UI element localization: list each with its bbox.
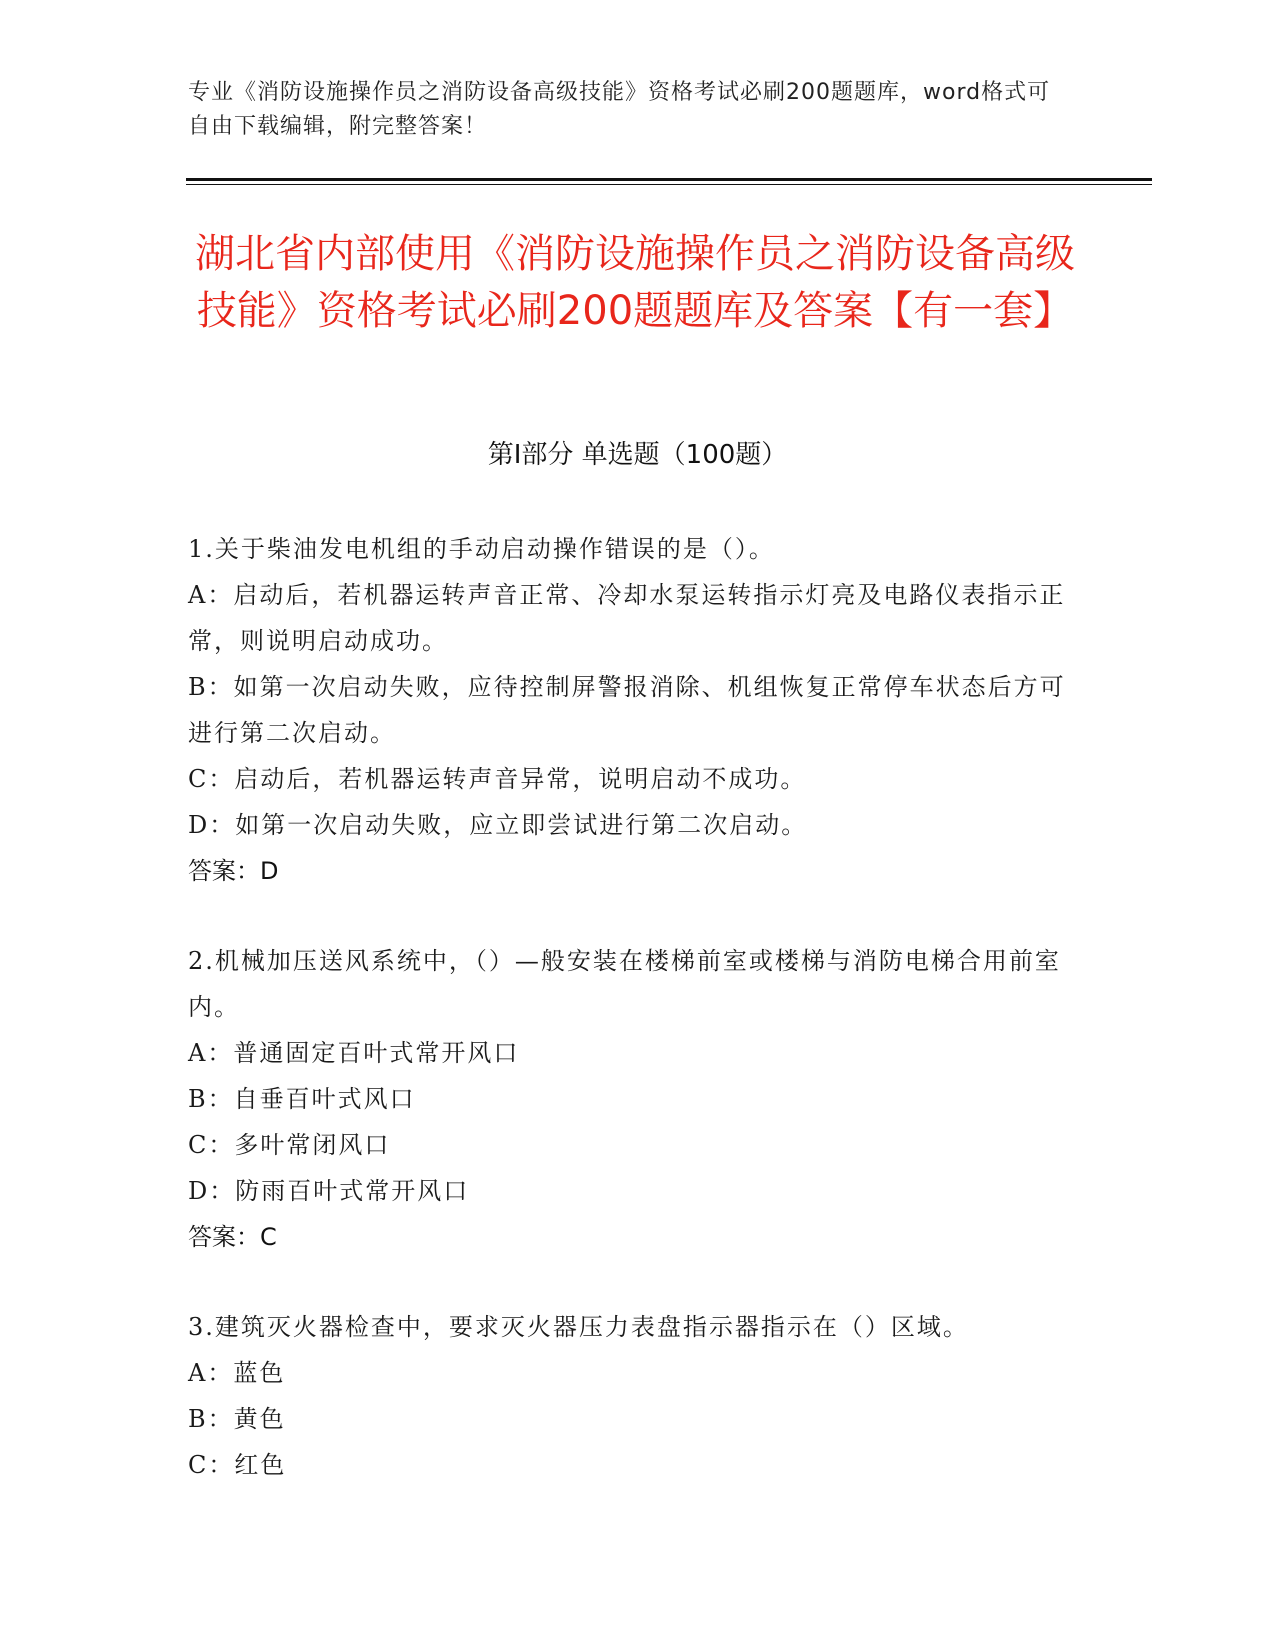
option-d: D：如第一次启动失败，应立即尝试进行第二次启动。 (188, 811, 808, 839)
answer-line: 答案：D (188, 857, 279, 885)
question-stem: 1.关于柴油发电机组的手动启动操作错误的是（）。 (188, 535, 775, 563)
question-stem: 2.机械加压送风系统中，（）—般安装在楼梯前室或楼梯与消防电梯合用前室内。 (188, 947, 1061, 1021)
answer-line: 答案：C (188, 1223, 277, 1251)
question-stem: 3.建筑灭火器检查中，要求灭火器压力表盘指示器指示在（）区域。 (188, 1313, 969, 1341)
option-a: A：启动后，若机器运转声音正常、冷却水泵运转指示灯亮及电路仪表指示正常，则说明启动成功。 (188, 581, 1066, 655)
document-title: 湖北省内部使用《消防设施操作员之消防设备高级技能》资格考试必刷200题题库及答案【有一套】 (195, 231, 1075, 334)
option-c: C：启动后，若机器运转声音异常，说明启动不成功。 (188, 765, 807, 793)
header-rule-thin (186, 184, 1152, 185)
option-a: A：蓝色 (188, 1359, 286, 1387)
option-b: B：自垂百叶式风口 (188, 1085, 416, 1113)
option-d: D：防雨百叶式常开风口 (188, 1177, 470, 1205)
option-b: B：如第一次启动失败，应待控制屏警报消除、机组恢复正常停车状态后方可进行第二次启动。 (188, 673, 1066, 747)
section-heading: 第I部分 单选题（100题） (487, 440, 788, 470)
option-b: B：黄色 (188, 1405, 286, 1433)
question-list (188, 526, 1078, 1532)
question-1 (188, 526, 1078, 894)
option-c: C：多叶常闭风口 (188, 1131, 391, 1159)
option-a: A：普通固定百叶式常开风口 (188, 1039, 520, 1067)
header-note: 专业《消防设施操作员之消防设备高级技能》资格考试必刷200题题库，word格式可自由下载编辑，附完整答案！ (188, 80, 1051, 139)
question-2 (188, 938, 1078, 1260)
question-3 (188, 1304, 1078, 1488)
option-c: C：红色 (188, 1451, 287, 1479)
header-rule-thick (186, 178, 1152, 181)
